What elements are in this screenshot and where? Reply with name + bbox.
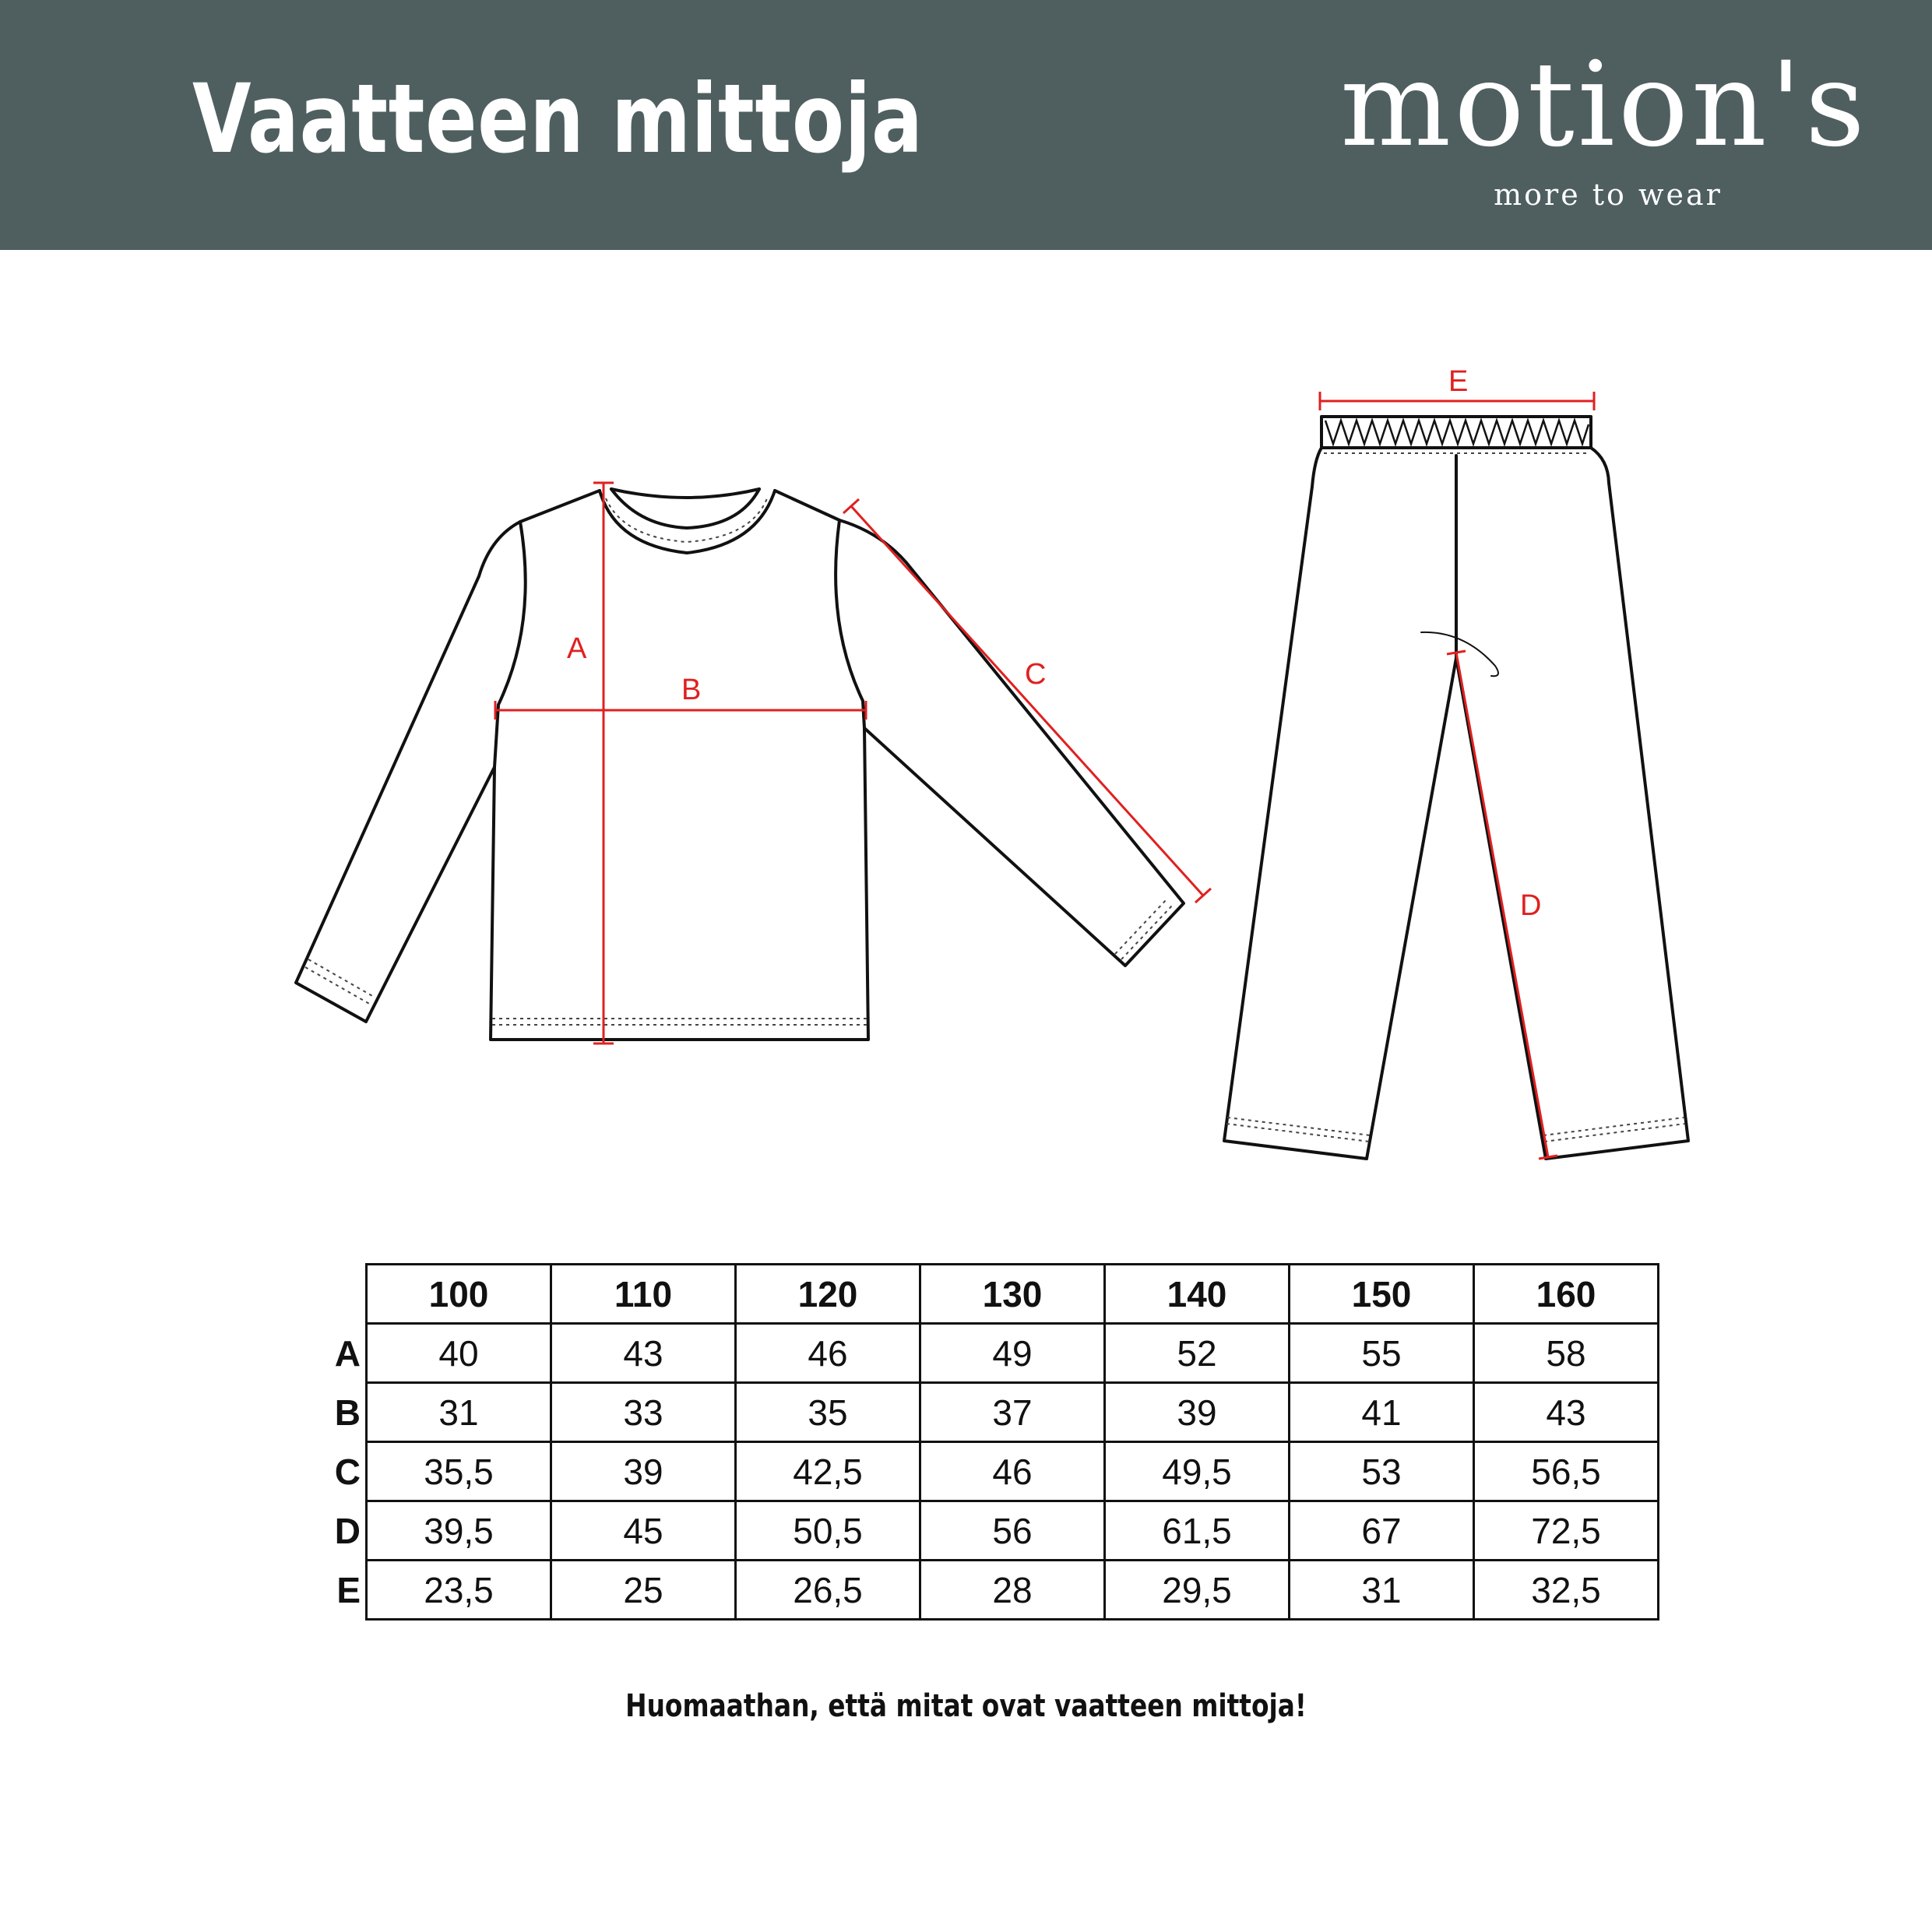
table-cell: 61,5: [1105, 1501, 1290, 1561]
table-cell: 49,5: [1105, 1442, 1290, 1501]
table-cell: 29,5: [1105, 1561, 1290, 1620]
size-header-cell: 100: [367, 1265, 551, 1324]
table-cell: 35: [736, 1383, 920, 1442]
size-header-cell: 110: [551, 1265, 736, 1324]
table-cell: 72,5: [1474, 1501, 1659, 1561]
row-label: E: [311, 1561, 367, 1620]
label-a: A: [567, 632, 587, 665]
table-cell: 39: [1105, 1383, 1290, 1442]
row-label: B: [311, 1383, 367, 1442]
label-d: D: [1520, 889, 1542, 922]
table-cell: 39: [551, 1442, 736, 1501]
shirt-cuff-right-stitch-1: [1115, 899, 1167, 954]
table-cell: 49: [920, 1324, 1105, 1383]
table-cell: 33: [551, 1383, 736, 1442]
table-cell: 25: [551, 1561, 736, 1620]
table-cell: 32,5: [1474, 1561, 1659, 1620]
table-cell: 52: [1105, 1324, 1290, 1383]
table-cell: 46: [920, 1442, 1105, 1501]
table-cell: 43: [1474, 1383, 1659, 1442]
table-row: [311, 1383, 1659, 1442]
shirt-neck-back: [611, 489, 759, 498]
table-row: [311, 1324, 1659, 1383]
table-cell: 58: [1474, 1324, 1659, 1383]
size-table: [311, 1263, 1659, 1621]
shirt-armhole-left: [494, 522, 526, 767]
table-cell: 23,5: [367, 1561, 551, 1620]
table-row: [311, 1501, 1659, 1561]
footer-note: Huomaathan, että mitat ovat vaatteen mittoja!: [625, 1688, 1307, 1724]
pants-waistband-ribbing: [1325, 421, 1589, 444]
size-header-cell: 160: [1474, 1265, 1659, 1324]
table-cell: 45: [551, 1501, 736, 1561]
shirt-outline: [296, 491, 1184, 1040]
waistband-zigzag: [1325, 421, 1589, 444]
size-header-cell: 150: [1290, 1265, 1474, 1324]
row-label: D: [311, 1501, 367, 1561]
size-header-row: [311, 1265, 1659, 1324]
table-cell: 67: [1290, 1501, 1474, 1561]
table-cell: 46: [736, 1324, 920, 1383]
shirt-drawing: [296, 489, 1184, 1040]
measure-cap-d-top: [1447, 651, 1466, 654]
table-cell: 37: [920, 1383, 1105, 1442]
shirt-cuff-left-stitch-1: [308, 959, 374, 997]
size-header-cell: 120: [736, 1265, 920, 1324]
shirt-cuff-right-stitch-2: [1121, 905, 1173, 959]
table-cell: 56,5: [1474, 1442, 1659, 1501]
table-cell: 31: [1290, 1561, 1474, 1620]
table-cell: 28: [920, 1561, 1105, 1620]
table-cell: 40: [367, 1324, 551, 1383]
table-cell: 35,5: [367, 1442, 551, 1501]
shirt-armhole-right: [836, 520, 864, 728]
table-cell: 53: [1290, 1442, 1474, 1501]
table-row: [311, 1561, 1659, 1620]
shirt-measurements: [495, 483, 1211, 1043]
label-c: C: [1025, 658, 1047, 691]
size-header-cell: 140: [1105, 1265, 1290, 1324]
table-cell: 56: [920, 1501, 1105, 1561]
table-corner: [311, 1265, 367, 1324]
table-cell: 55: [1290, 1324, 1474, 1383]
label-e: E: [1448, 365, 1469, 398]
label-b: B: [681, 674, 702, 706]
row-label: C: [311, 1442, 367, 1501]
table-cell: 50,5: [736, 1501, 920, 1561]
brand-tagline: more to wear: [1494, 178, 1723, 212]
size-header-cell: 130: [920, 1265, 1105, 1324]
table-cell: 31: [367, 1383, 551, 1442]
table-cell: 42,5: [736, 1442, 920, 1501]
shirt-cuff-left-stitch-2: [305, 967, 371, 1005]
table-cell: 39,5: [367, 1501, 551, 1561]
table-cell: 26,5: [736, 1561, 920, 1620]
measure-line-c: [851, 506, 1203, 896]
table-cell: 43: [551, 1324, 736, 1383]
brand-logo: motion's: [1340, 37, 1868, 173]
table-row: [311, 1442, 1659, 1501]
shirt-stitching: [305, 498, 1173, 1025]
table-cell: 41: [1290, 1383, 1474, 1442]
page-title: Vaatteen mittoja: [192, 64, 924, 174]
pants-drawing: [1224, 417, 1688, 1159]
row-label: A: [311, 1324, 367, 1383]
